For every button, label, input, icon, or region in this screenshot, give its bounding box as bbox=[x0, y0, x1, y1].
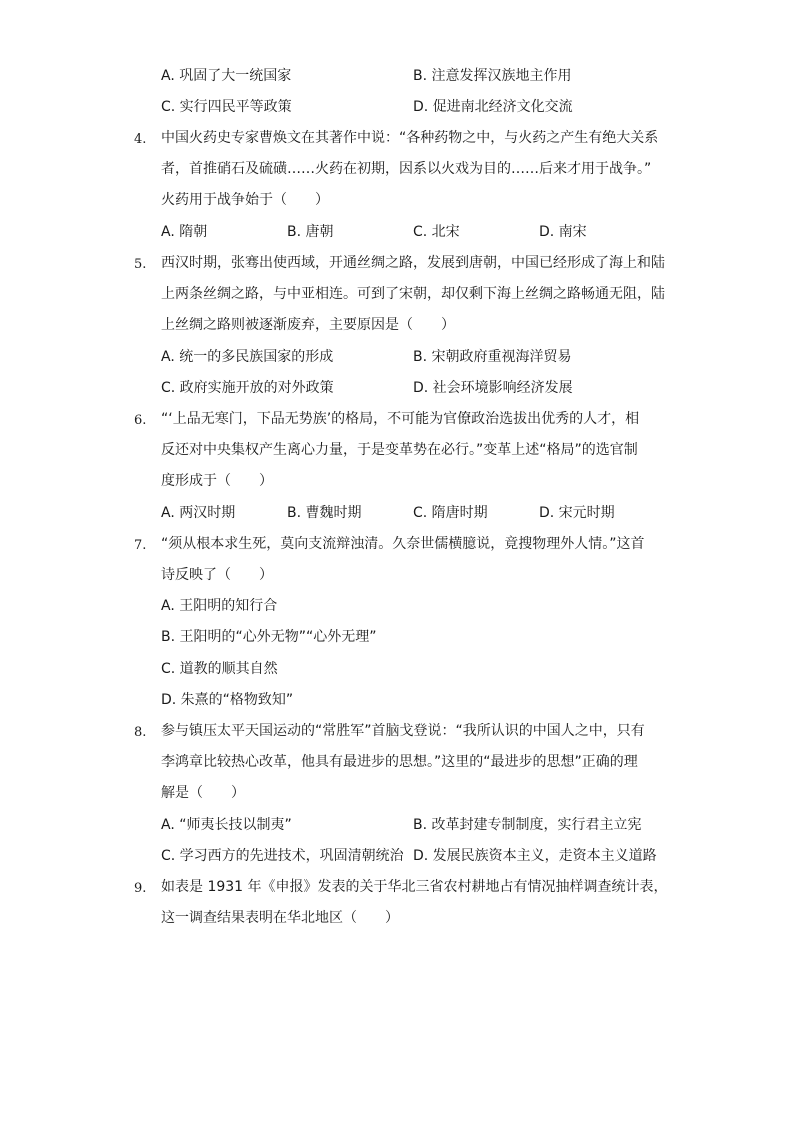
q4-option-a: A. 隋朝 bbox=[161, 224, 208, 240]
q8-stem-line-2: 李鸿章比较热心改革，他具有最进步的思想。”这里的“最进步的思想”正确的理 bbox=[161, 754, 638, 770]
q7-number: 7. bbox=[134, 538, 147, 553]
q6-number: 6. bbox=[134, 413, 147, 428]
q7-option-a: A. 王阳明的知行合 bbox=[161, 598, 278, 614]
q3-option-d: D. 促进南北经济文化交流 bbox=[413, 99, 573, 115]
q5-stem-line-3: 上丝绸之路则被逐渐废弃，主要原因是（ ） bbox=[161, 317, 455, 333]
q8-stem-line-3: 解是（ ） bbox=[161, 785, 245, 801]
q7-option-d: D. 朱熹的“格物致知” bbox=[161, 692, 294, 708]
q6-option-a: A. 两汉时期 bbox=[161, 505, 236, 521]
q5-option-c: C. 政府实施开放的对外政策 bbox=[161, 380, 334, 396]
q4-option-b: B. 唐朝 bbox=[287, 224, 334, 240]
q6-stem-line-3: 度形成于（ ） bbox=[161, 473, 273, 489]
q4-option-c: C. 北宋 bbox=[413, 224, 460, 240]
q7-option-b: B. 王阳明的“心外无物”“心外无理” bbox=[161, 629, 377, 645]
q9-stem-line-2: 这一调查结果表明在华北地区（ ） bbox=[161, 910, 399, 926]
q7-option-c: C. 道教的顺其自然 bbox=[161, 661, 278, 677]
q8-number: 8. bbox=[134, 725, 147, 740]
q6-option-c: C. 隋唐时期 bbox=[413, 505, 488, 521]
q3-option-c: C. 实行四民平等政策 bbox=[161, 99, 292, 115]
q6-stem-line-1: “‘上品无寒门，下品无势族’的格局，不可能为官僚政治选拔出优秀的人才，相 bbox=[161, 411, 640, 427]
q8-option-d: D. 发展民族资本主义，走资本主义道路 bbox=[413, 848, 657, 864]
q8-option-c: C. 学习西方的先进技术，巩固清朝统治 bbox=[161, 848, 404, 864]
q5-stem-line-2: 上两条丝绸之路，与中亚相连。可到了宋朝，却仅剩下海上丝绸之路畅通无阻，陆 bbox=[161, 286, 665, 302]
q5-number: 5. bbox=[134, 257, 147, 272]
q8-option-a: A. “师夷长技以制夷” bbox=[161, 817, 292, 833]
q9-number: 9. bbox=[134, 881, 147, 896]
q4-stem-line-3: 火药用于战争始于（ ） bbox=[161, 192, 329, 208]
q6-stem-line-2: 反还对中央集权产生离心力量，于是变革势在必行。”变革上述“格局”的选官制 bbox=[161, 442, 638, 458]
q4-option-d: D. 南宋 bbox=[539, 224, 587, 240]
q4-stem-line-2: 者，首推硝石及硫磺……火药在初期，因系以火戏为目的……后来才用于战争。” bbox=[161, 161, 652, 177]
q3-option-b: B. 注意发挥汉族地主作用 bbox=[413, 68, 572, 84]
q6-option-d: D. 宋元时期 bbox=[539, 505, 615, 521]
q4-stem-line-1: 中国火药史专家曹焕文在其著作中说：“各种药物之中，与火药之产生有绝大关系 bbox=[161, 130, 659, 146]
q8-stem-line-1: 参与镇压太平天国运动的“常胜军”首脑戈登说：“我所认识的中国人之中，只有 bbox=[161, 723, 645, 739]
q8-option-b: B. 改革封建专制制度，实行君主立宪 bbox=[413, 817, 642, 833]
q6-option-b: B. 曹魏时期 bbox=[287, 505, 362, 521]
q7-stem-line-2: 诗反映了（ ） bbox=[161, 567, 273, 583]
q5-stem-line-1: 西汉时期，张骞出使西域，开通丝绸之路，发展到唐朝，中国已经形成了海上和陆 bbox=[161, 255, 665, 271]
q4-number: 4. bbox=[134, 132, 147, 147]
q5-option-b: B. 宋朝政府重视海洋贸易 bbox=[413, 349, 572, 365]
q5-option-d: D. 社会环境影响经济发展 bbox=[413, 380, 573, 396]
q3-option-a: A. 巩固了大一统国家 bbox=[161, 68, 292, 84]
q7-stem-line-1: “须从根本求生死，莫向支流辩浊清。久奈世儒横臆说，竟搜物理外人情。”这首 bbox=[161, 536, 645, 552]
q9-stem-line-1: 如表是 1931 年《申报》发表的关于华北三省农村耕地占有情况抽样调查统计表， bbox=[161, 879, 668, 895]
q5-option-a: A. 统一的多民族国家的形成 bbox=[161, 349, 334, 365]
